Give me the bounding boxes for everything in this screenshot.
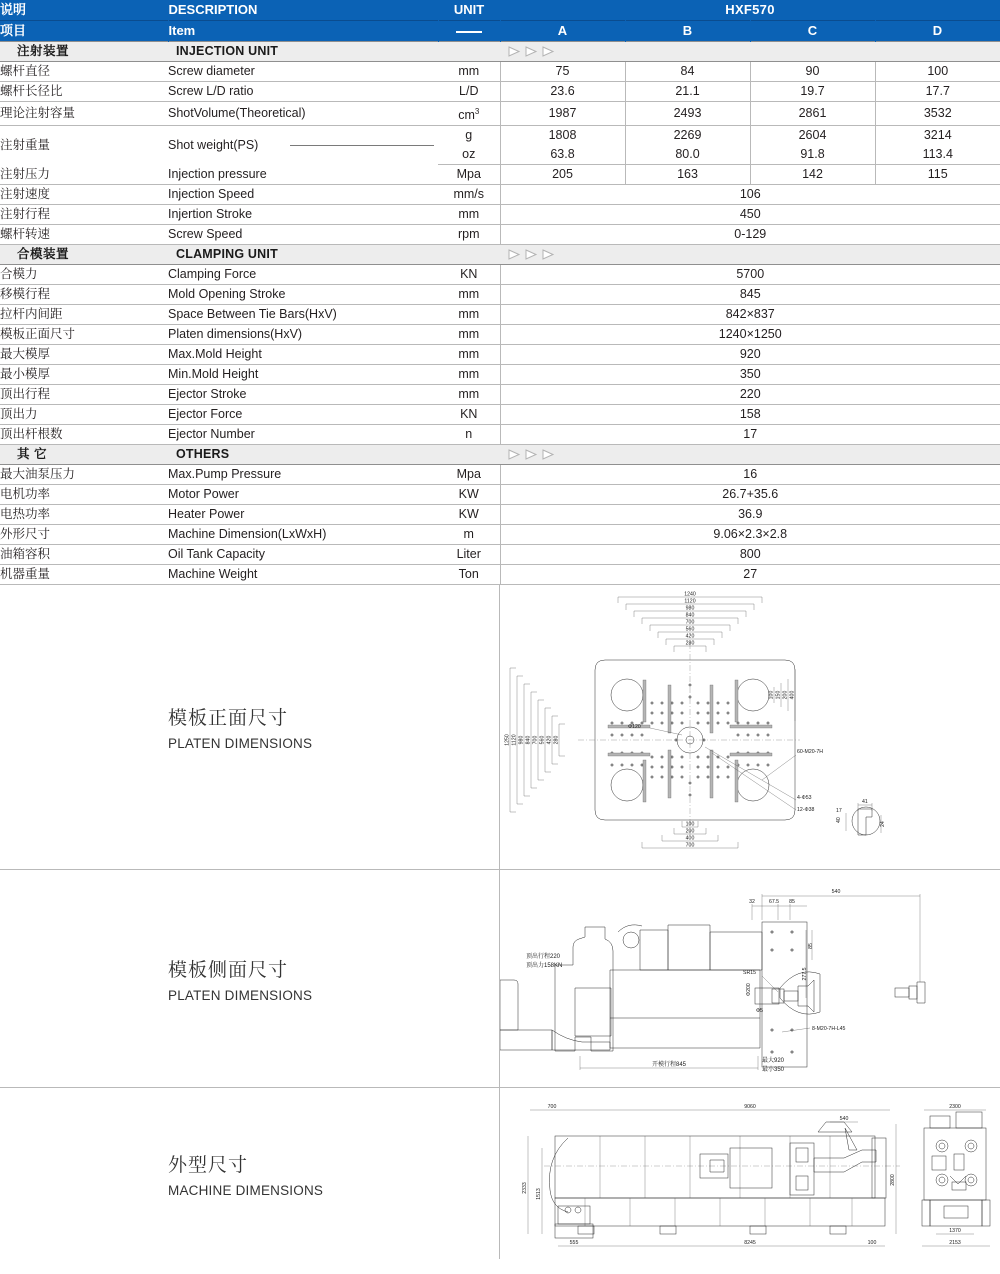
row-label-cn: 电机功率 [0, 485, 168, 505]
chevron-right-icon [508, 46, 521, 57]
row-label-en-text: Shot weight(PS) [168, 137, 259, 152]
row-label-cn: 外形尺寸 [0, 525, 168, 545]
row-value-all: 350 [500, 365, 1000, 385]
row-label-cn: 注射重量 [0, 126, 168, 165]
table-row [0, 265, 1000, 285]
row-value-B: 2493 [625, 102, 750, 126]
row-label-cn: 螺杆直径 [0, 62, 168, 82]
note-8-M20-7H-L45: 8-M20-7H-L45 [812, 1026, 846, 1033]
note-4-phi53: 4-Φ53 [797, 795, 812, 802]
row-value-all: 845 [500, 285, 1000, 305]
dim-2333: 2333 [522, 1182, 528, 1194]
dash-icon [456, 31, 482, 33]
row-label-en: Max.Pump Pressure [168, 465, 438, 485]
row-value-D: 3214 [875, 126, 1000, 146]
dim-top-420: 420 [685, 633, 695, 640]
row-value-all: 36.9 [500, 505, 1000, 525]
table-row [0, 485, 1000, 505]
dim-top-560: 560 [685, 626, 695, 633]
detail-dim-24: 24 [880, 821, 886, 828]
section-title-en: INJECTION UNIT [168, 42, 438, 62]
note-12-phi38: 12-Φ38 [797, 807, 815, 814]
dim-540-top: 540 [831, 889, 841, 896]
row-value-C: 2861 [750, 102, 875, 126]
dim-85-top: 85 [789, 899, 795, 906]
row-unit: mm/s [438, 185, 500, 205]
section-title-en: OTHERS [168, 445, 438, 465]
panel-title-en: PLATEN DIMENSIONS [168, 987, 313, 1003]
row-value-B: 2269 [625, 126, 750, 146]
table-row [0, 425, 1000, 445]
dim-2800: 2800 [890, 1174, 896, 1186]
chevron-right-icon [542, 449, 555, 460]
row-label-en: Motor Power [168, 485, 438, 505]
row-value-all: 920 [500, 345, 1000, 365]
row-value-all: 800 [500, 545, 1000, 565]
row-unit: L/D [438, 82, 500, 102]
header-unit-label: UNIT [438, 0, 500, 21]
table-row [0, 305, 1000, 325]
panel-platen-front [0, 585, 1000, 870]
row-label-en: Max.Mold Height [168, 345, 438, 365]
section-header-row [0, 42, 1000, 62]
row-value-all: 842×837 [500, 305, 1000, 325]
detail-dim-40: 40 [836, 817, 842, 824]
row-value-B: 163 [625, 165, 750, 185]
table-row [0, 102, 1000, 126]
row-unit: mm [438, 305, 500, 325]
row-label-en: Platen dimensions(HxV) [168, 325, 438, 345]
row-unit: mm [438, 345, 500, 365]
row-unit: mm [438, 325, 500, 345]
dim-top-700: 700 [685, 619, 695, 626]
row-value-A: 63.8 [500, 145, 625, 165]
specification-table [0, 0, 1000, 585]
row-unit: mm [438, 385, 500, 405]
row-unit: oz [438, 145, 500, 165]
drawing-platen-front-view [500, 585, 1000, 869]
row-label-cn: 合模力 [0, 265, 168, 285]
dim-2153: 2153 [949, 1240, 961, 1247]
dim-2300: 2300 [949, 1104, 961, 1111]
panel-label-machine [0, 1088, 500, 1259]
header-en-label: DESCRIPTION [168, 0, 438, 21]
table-row [0, 465, 1000, 485]
row-unit: Liter [438, 545, 500, 565]
row-label-en: Space Between Tie Bars(HxV) [168, 305, 438, 325]
row-value-A: 23.6 [500, 82, 625, 102]
note-mold-max: 最大920 [762, 1058, 785, 1065]
row-label-cn: 注射行程 [0, 205, 168, 225]
row-label-cn: 螺杆转速 [0, 225, 168, 245]
dim-top-840: 840 [685, 612, 695, 619]
note-phi200: Φ200 [746, 983, 752, 997]
drawing-machine-overall-view [500, 1088, 1000, 1259]
dim-top-1240: 1240 [684, 591, 696, 598]
row-label-en: Clamping Force [168, 265, 438, 285]
header-column-C: C [750, 21, 875, 42]
row-value-all: 26.7+35.6 [500, 485, 1000, 505]
row-label-cn: 移模行程 [0, 285, 168, 305]
dim-top-980: 980 [685, 605, 695, 612]
row-label-cn: 顶出杆根数 [0, 425, 168, 445]
row-unit: m [438, 525, 500, 545]
row-label-en: Machine Dimension(LxWxH) [168, 525, 438, 545]
dim-1513: 1513 [536, 1188, 542, 1200]
row-label-cn: 顶出力 [0, 405, 168, 425]
detail-dim-41: 41 [862, 799, 868, 806]
note-phi5: Φ5 [756, 1008, 764, 1015]
table-row [0, 205, 1000, 225]
dim-67-5: 67.5 [768, 899, 780, 906]
section-title-en: CLAMPING UNIT [168, 245, 438, 265]
row-label-en: Screw L/D ratio [168, 82, 438, 102]
row-label-en: Injection pressure [168, 165, 438, 185]
dim-right-100: 100 [768, 690, 775, 700]
row-label-cn: 油箱容积 [0, 545, 168, 565]
table-row [0, 385, 1000, 405]
dim-bottom-200: 200 [685, 828, 695, 835]
row-unit: rpm [438, 225, 500, 245]
panel-machine-dimensions [0, 1088, 1000, 1259]
row-label-cn: 注射速度 [0, 185, 168, 205]
chevron-right-icon [525, 46, 538, 57]
note-phi120: Φ120 [628, 724, 641, 731]
row-unit: mm [438, 285, 500, 305]
row-value-D: 17.7 [875, 82, 1000, 102]
row-value-all: 9.06×2.3×2.8 [500, 525, 1000, 545]
row-unit: KW [438, 505, 500, 525]
dim-32: 32 [749, 899, 755, 906]
row-unit: KW [438, 485, 500, 505]
row-label-en: Injection Speed [168, 185, 438, 205]
row-value-B: 21.1 [625, 82, 750, 102]
dim-100: 100 [867, 1240, 877, 1247]
dim-left-280: 280 [553, 735, 560, 745]
note-open-stroke: 开模行程845 [651, 1062, 687, 1069]
header-column-B: B [625, 21, 750, 42]
row-label-cn: 顶出行程 [0, 385, 168, 405]
chevron-right-icon [508, 449, 521, 460]
section-title-cn: 合模装置 [0, 245, 168, 265]
row-value-D: 113.4 [875, 145, 1000, 165]
chevron-right-icon [542, 46, 555, 57]
row-value-all: 158 [500, 405, 1000, 425]
table-header-row-2 [0, 21, 1000, 42]
panel-platen-side [0, 870, 1000, 1088]
header-unit-dash [438, 21, 500, 42]
section-arrows [500, 42, 1000, 62]
row-value-D: 3532 [875, 102, 1000, 126]
row-unit: Mpa [438, 465, 500, 485]
dim-right-150: 150 [775, 690, 782, 700]
row-label-en: Screw diameter [168, 62, 438, 82]
row-value-A: 1808 [500, 126, 625, 146]
row-label-en: Injertion Stroke [168, 205, 438, 225]
chevron-right-icon [525, 449, 538, 460]
table-header-row-1 [0, 0, 1000, 21]
row-value-A: 75 [500, 62, 625, 82]
dim-bottom-100: 100 [685, 821, 695, 828]
panel-title-en: PLATEN DIMENSIONS [168, 736, 313, 752]
section-unit-blank [438, 42, 500, 62]
note-60-M20-7H: 60-M20-7H [797, 749, 823, 756]
row-label-cn: 电热功率 [0, 505, 168, 525]
panel-title-cn: 外型尺寸 [168, 1154, 249, 1176]
dim-left-560: 560 [539, 735, 546, 745]
panel-label-platen-side [0, 870, 500, 1087]
note-ejector-force: 顶出力158KN [526, 963, 563, 970]
row-label-en: Ejector Number [168, 425, 438, 445]
dim-right-200: 200 [782, 690, 789, 700]
table-row [0, 225, 1000, 245]
table-row [0, 545, 1000, 565]
row-label-en: Min.Mold Height [168, 365, 438, 385]
row-unit: Ton [438, 565, 500, 585]
table-row [0, 405, 1000, 425]
row-value-D: 115 [875, 165, 1000, 185]
row-value-all: 16 [500, 465, 1000, 485]
dim-bottom-400: 400 [685, 835, 695, 842]
chevron-right-icon [525, 249, 538, 260]
section-unit-blank [438, 245, 500, 265]
row-label-cn: 机器重量 [0, 565, 168, 585]
row-label-cn: 理论注射容量 [0, 102, 168, 126]
row-label-cn: 最大模厚 [0, 345, 168, 365]
row-label-en [168, 126, 438, 165]
chevron-right-icon [508, 249, 521, 260]
note-ejector-stroke: 顶出行程220 [526, 954, 561, 961]
row-label-en: Machine Weight [168, 565, 438, 585]
section-unit-blank [438, 445, 500, 465]
row-value-C: 91.8 [750, 145, 875, 165]
row-label-en: Heater Power [168, 505, 438, 525]
row-unit: g [438, 126, 500, 146]
header-en-item: Item [168, 21, 438, 42]
row-value-C: 90 [750, 62, 875, 82]
detail-dim-17: 17 [836, 808, 842, 815]
dim-left-1120: 1120 [511, 734, 518, 746]
row-value-C: 142 [750, 165, 875, 185]
leader-line [290, 145, 434, 146]
row-label-cn: 螺杆长径比 [0, 82, 168, 102]
header-cn-label: 说明 [0, 0, 168, 21]
table-row [0, 126, 1000, 146]
dim-540-machine: 540 [839, 1116, 849, 1123]
dim-277-5: 277.5 [802, 967, 808, 981]
row-value-all: 27 [500, 565, 1000, 585]
section-arrows [500, 445, 1000, 465]
row-value-C: 19.7 [750, 82, 875, 102]
table-row [0, 62, 1000, 82]
row-label-cn: 最大油泵压力 [0, 465, 168, 485]
note-mold-min: 最小350 [762, 1067, 785, 1074]
row-value-all: 0-129 [500, 225, 1000, 245]
table-row [0, 565, 1000, 585]
dim-700: 700 [547, 1104, 557, 1111]
table-row [0, 165, 1000, 185]
dim-left-980: 980 [518, 735, 525, 745]
row-value-all: 450 [500, 205, 1000, 225]
row-label-en: Ejector Stroke [168, 385, 438, 405]
table-row [0, 185, 1000, 205]
row-unit: mm [438, 62, 500, 82]
dim-left-1250: 1250 [504, 734, 511, 746]
row-unit: $cm^3$ [438, 102, 500, 126]
row-label-en: Screw Speed [168, 225, 438, 245]
dim-bottom-700: 700 [685, 842, 695, 849]
header-column-D: D [875, 21, 1000, 42]
chevron-right-icon [542, 249, 555, 260]
row-label-cn: 模板正面尺寸 [0, 325, 168, 345]
row-label-cn: 最小模厚 [0, 365, 168, 385]
dim-9060: 9060 [744, 1104, 756, 1111]
panel-title-en: MACHINE DIMENSIONS [168, 1182, 324, 1198]
row-unit: KN [438, 405, 500, 425]
row-label-en: ShotVolume(Theoretical) [168, 102, 438, 126]
row-value-all: 106 [500, 185, 1000, 205]
row-value-B: 80.0 [625, 145, 750, 165]
row-value-A: 1987 [500, 102, 625, 126]
table-row [0, 325, 1000, 345]
row-value-A: 205 [500, 165, 625, 185]
table-row [0, 345, 1000, 365]
row-unit: mm [438, 365, 500, 385]
row-label-cn: 拉杆内间距 [0, 305, 168, 325]
dim-1370: 1370 [949, 1228, 961, 1235]
table-row [0, 505, 1000, 525]
table-row [0, 365, 1000, 385]
row-label-en: Ejector Force [168, 405, 438, 425]
section-header-row [0, 445, 1000, 465]
row-value-all: 220 [500, 385, 1000, 405]
row-value-all: 5700 [500, 265, 1000, 285]
dim-left-420: 420 [546, 735, 553, 745]
row-value-C: 2604 [750, 126, 875, 146]
dim-right-400: 400 [789, 690, 796, 700]
panel-title-cn: 模板正面尺寸 [168, 708, 289, 730]
header-cn-item: 项目 [0, 21, 168, 42]
row-unit: KN [438, 265, 500, 285]
section-title-cn: 注射装置 [0, 42, 168, 62]
row-label-en: Mold Opening Stroke [168, 285, 438, 305]
panel-title-cn: 模板侧面尺寸 [168, 959, 289, 981]
header-model-name: HXF570 [500, 0, 1000, 21]
section-title-cn: 其 它 [0, 445, 168, 465]
panel-label-platen-front [0, 585, 500, 869]
section-arrows [500, 245, 1000, 265]
row-label-en: Oil Tank Capacity [168, 545, 438, 565]
row-unit: n [438, 425, 500, 445]
dim-555: 555 [569, 1240, 579, 1247]
table-row [0, 525, 1000, 545]
dim-8245: 8245 [744, 1240, 756, 1247]
row-unit: Mpa [438, 165, 500, 185]
table-row [0, 285, 1000, 305]
unit-superscript: 3 [474, 107, 480, 116]
dim-85-right: 85 [808, 943, 814, 950]
row-value-B: 84 [625, 62, 750, 82]
row-unit: mm [438, 205, 500, 225]
header-column-A: A [500, 21, 625, 42]
drawing-platen-side-view [500, 870, 1000, 1087]
row-value-D: 100 [875, 62, 1000, 82]
dim-left-700: 700 [532, 735, 539, 745]
note-SR15: SR15 [743, 970, 756, 977]
dim-top-1120: 1120 [684, 598, 696, 605]
row-value-all: 1240×1250 [500, 325, 1000, 345]
dim-top-280: 280 [685, 640, 695, 647]
row-label-cn: 注射压力 [0, 165, 168, 185]
section-header-row [0, 245, 1000, 265]
table-row [0, 82, 1000, 102]
dim-left-840: 840 [525, 735, 532, 745]
row-value-all: 17 [500, 425, 1000, 445]
